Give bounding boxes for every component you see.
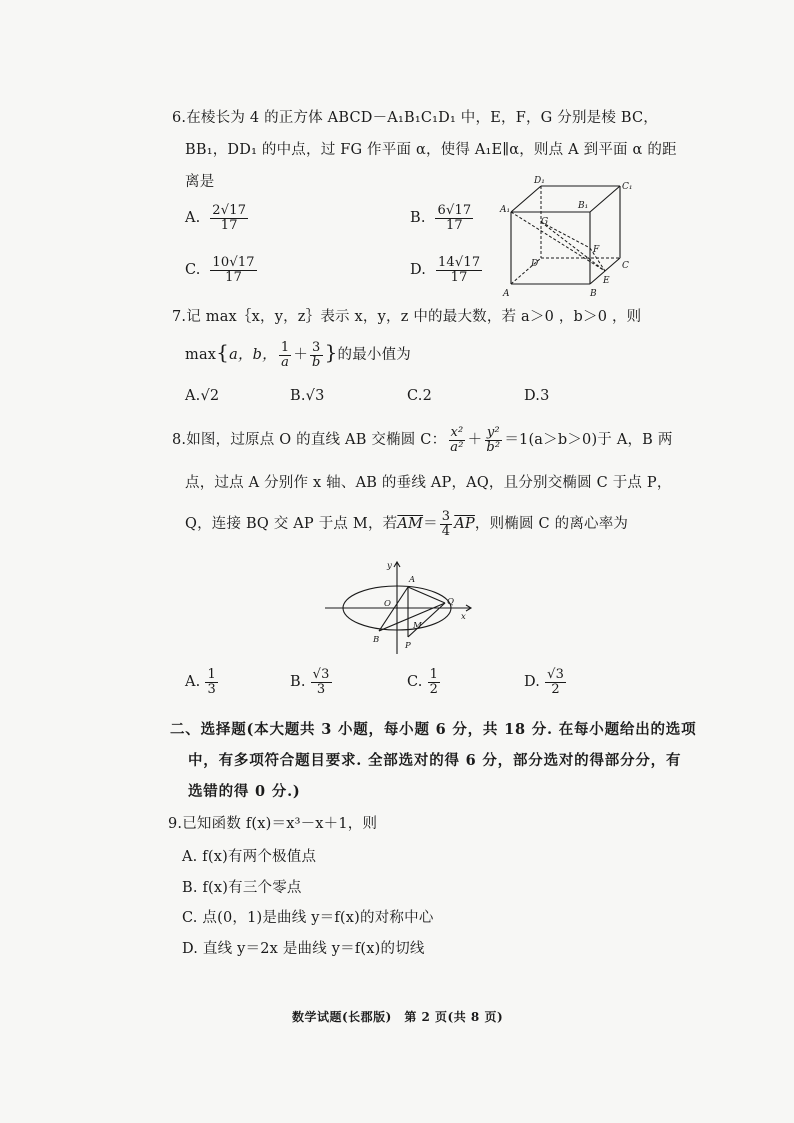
fraction <box>436 256 482 284</box>
numerator: y² <box>486 425 500 440</box>
numerator: 10√17 <box>212 255 255 270</box>
q8-line3 <box>185 510 628 538</box>
section2-line1: 二、选择题(本大题共 3 小题，每小题 6 分，共 18 分. 在每小题给出的选项 <box>170 721 697 738</box>
fraction <box>311 668 332 696</box>
q6-line2: BB₁，DD₁ 的中点，过 FG 作平面 α，使得 A₁E∥α，则点 A 到平面 α 的距 <box>185 142 677 158</box>
option-value: √3 <box>305 388 325 404</box>
q8-option-d <box>524 668 568 696</box>
q8-text: ＝1(a＞b＞0)于 A，B 两 <box>504 432 673 449</box>
q8-line2: 点，过点 A 分别作 x 轴、AB 的垂线 AP，AQ，且分别交椭圆 C 于点 P， <box>185 475 672 491</box>
numerator: 3 <box>441 509 451 524</box>
q6-option-d <box>410 256 484 284</box>
label-c: C <box>622 261 629 271</box>
ab-text: a，b， <box>229 347 277 363</box>
q6-line1: 6.在棱长为 4 的正方体 ABCD－A₁B₁C₁D₁ 中，E，F，G 分别是棱 BC， <box>172 110 658 126</box>
option-label: D. <box>410 262 427 279</box>
label-c1: C₁ <box>622 182 633 192</box>
label-e: E <box>603 276 610 286</box>
label-f: F <box>593 245 600 255</box>
q9-option-a: A. f(x)有两个极值点 <box>182 849 317 865</box>
q7-option-c <box>407 388 432 404</box>
fraction <box>448 426 465 454</box>
q9-stem: 9.已知函数 f(x)＝x³－x＋1，则 <box>168 816 378 832</box>
numerator: √3 <box>312 667 330 682</box>
option-value: √2 <box>200 388 220 404</box>
label-o: O <box>384 599 391 609</box>
option-value: 2 <box>422 388 433 404</box>
denominator: 17 <box>445 217 463 233</box>
q7-line1: 7.记 max｛x，y，z｝表示 x，y，z 中的最大数，若 a＞0 ，b＞0 ，则 <box>172 309 642 325</box>
edge-a1-d1 <box>511 186 541 212</box>
numerator: 2√17 <box>212 203 247 218</box>
q6-option-c <box>185 256 259 284</box>
option-label: C. <box>185 262 201 279</box>
equals-sign: ＝ <box>423 516 438 533</box>
label-a: A <box>503 289 510 299</box>
label-m: M <box>413 621 422 631</box>
q8-option-c <box>407 668 442 696</box>
numerator: √3 <box>547 667 565 682</box>
denominator: 17 <box>450 269 468 285</box>
denominator: a² <box>450 439 464 455</box>
q8-text: ，则椭圆 C 的离心率为 <box>474 516 629 533</box>
denominator: b² <box>486 439 501 455</box>
label-y: y <box>387 561 392 571</box>
ellipse-figure <box>325 558 475 658</box>
plus-sign: ＋ <box>293 347 309 363</box>
label-p: P <box>405 641 411 651</box>
label-b1: B₁ <box>578 201 589 211</box>
q8-text: 8.如图，过原点 O 的直线 AB 交椭圆 C： <box>172 432 447 449</box>
denominator: 17 <box>220 217 238 233</box>
denominator: 17 <box>225 269 243 285</box>
label-b: B <box>590 289 597 299</box>
option-label: A. <box>185 210 201 227</box>
q7-option-a <box>185 388 219 404</box>
option-label: B. <box>410 210 426 227</box>
denominator: 3 <box>207 681 216 697</box>
q6-line3: 离是 <box>185 174 215 190</box>
numerator: 3 <box>312 339 321 355</box>
q8-option-a <box>185 668 220 696</box>
q9-option-d: D. 直线 y＝2x 是曲线 y＝f(x)的切线 <box>182 941 425 957</box>
q8-line1: 8.如图，过原点 O 的直线 AB 交椭圆 C： $\frac{\text{x²}}{\text{a²}}$ ＋ $\frac{\text{y²}}{\text{b²}}$ ＝1(a＞b＞0)于 A，B 两 <box>172 425 673 455</box>
option-label: A. <box>185 388 201 404</box>
denominator: b <box>312 354 321 370</box>
q7-option-b <box>290 388 325 404</box>
denominator: 3 <box>316 681 326 697</box>
q7-option-d <box>524 388 550 404</box>
fraction <box>435 204 473 232</box>
fraction <box>210 256 256 284</box>
fraction <box>440 510 452 538</box>
q6-option-b <box>410 204 475 232</box>
segment-a1-e <box>511 212 605 271</box>
fraction <box>279 341 291 369</box>
q8-option-b <box>290 668 334 696</box>
denominator: 2 <box>551 681 560 697</box>
numerator: x² <box>450 425 464 440</box>
label-a: A <box>409 575 416 585</box>
option-label: A. <box>185 674 201 691</box>
q6-option-a <box>185 204 250 232</box>
label-b: B <box>373 635 380 645</box>
fraction <box>205 668 217 696</box>
fraction <box>310 341 323 369</box>
q8-text: Q，连接 BQ 交 AP 于点 M，若 <box>185 516 398 533</box>
label-d: D <box>531 259 539 269</box>
option-label: C. <box>407 388 423 404</box>
numerator: 1 <box>429 667 439 682</box>
option-label: B. <box>290 388 306 404</box>
section2-line3: 选错的得 0 分.) <box>188 783 301 800</box>
fraction <box>428 668 440 696</box>
min-value-text: 的最小值为 <box>337 347 411 363</box>
denominator: a <box>281 354 290 370</box>
option-label: B. <box>290 674 306 691</box>
max-text: max <box>185 347 217 363</box>
option-label: D. <box>524 674 541 691</box>
fraction <box>484 426 502 454</box>
label-d1: D₁ <box>534 176 545 186</box>
label-a1: A₁ <box>500 205 511 215</box>
option-label: C. <box>407 674 423 691</box>
fraction <box>210 204 248 232</box>
cube-figure <box>495 172 635 302</box>
edge-b1-c1 <box>590 186 620 212</box>
label-x: x <box>461 612 466 622</box>
q9-option-c: C. 点(0，1)是曲线 y＝f(x)的对称中心 <box>182 910 434 926</box>
page-footer: 数学试题(长郡版) 第 2 页(共 8 页) <box>292 1010 504 1024</box>
label-g: G <box>541 217 549 227</box>
vector-am: $\overline{AM}$ <box>397 516 424 533</box>
fraction <box>545 668 566 696</box>
option-label: D. <box>524 388 541 404</box>
denominator: 2 <box>429 681 439 697</box>
q9-option-b: B. f(x)有三个零点 <box>182 880 302 896</box>
section2-line2: 中，有多项符合题目要求. 全部选对的得 6 分，部分选对的得部分分，有 <box>188 752 682 769</box>
numerator: 1 <box>280 339 290 355</box>
option-value: 3 <box>540 388 550 404</box>
numerator: 1 <box>207 667 216 682</box>
vector-ap: $\overline{AP}$ <box>454 516 475 533</box>
q7-line2: max{a，b， $\frac{1}{a}$ ＋ $\frac{3}{b}$ }的最小值为 <box>185 339 411 370</box>
label-q: Q <box>447 597 454 607</box>
denominator: 4 <box>441 523 451 539</box>
numerator: 14√17 <box>437 255 481 270</box>
numerator: 6√17 <box>437 203 472 218</box>
segment-g-f <box>541 222 590 248</box>
